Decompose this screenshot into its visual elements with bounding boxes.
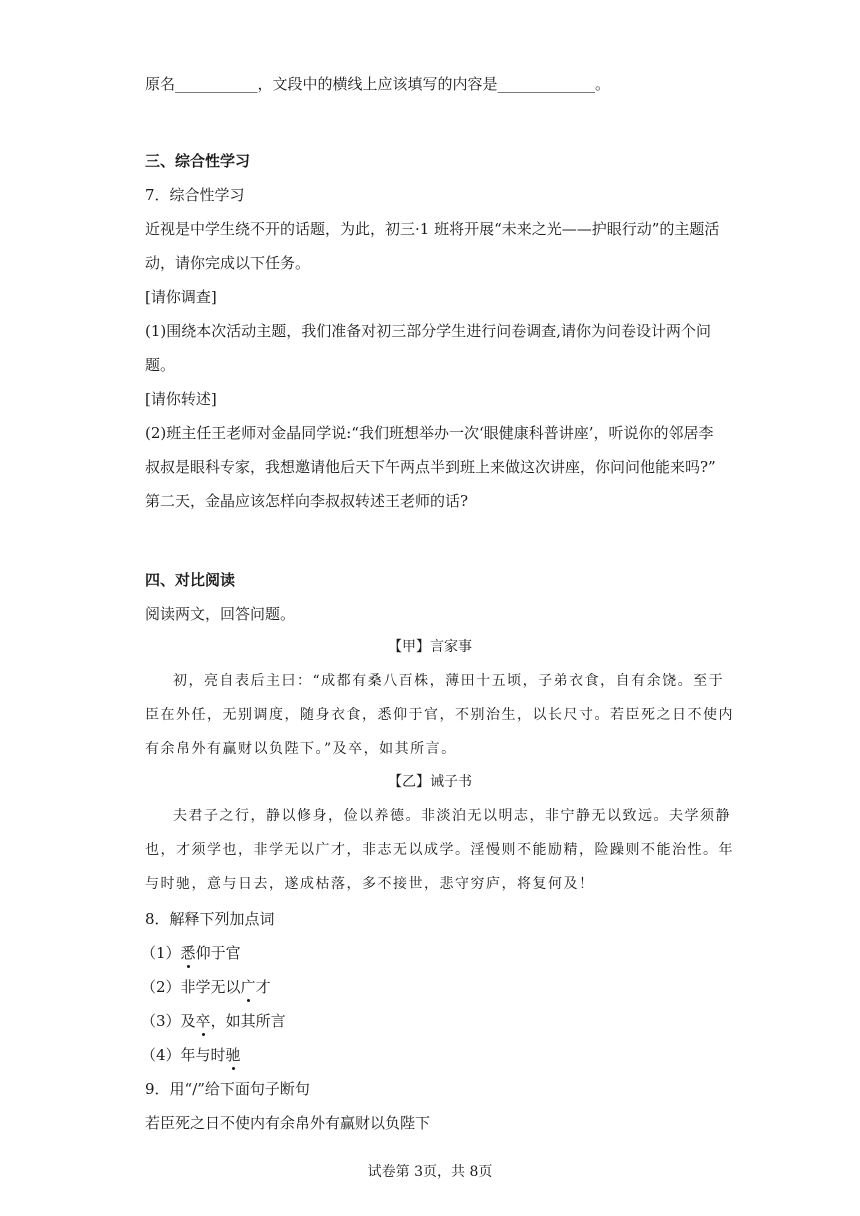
page-footer: 试卷第 3页，共 8页 (367, 1164, 493, 1180)
dotted-word: 卒 (195, 1012, 211, 1030)
dotted-word: 广 (240, 978, 256, 996)
paragraph-line: 动，请你完成以下任务。 (145, 254, 311, 272)
item-prefix: （3）及 (141, 1012, 196, 1030)
section-heading-comparative-reading: 四、对比阅读 (145, 571, 236, 589)
question-8-title: 8．解释下列加点词 (145, 910, 275, 928)
task-2-text: (2)班主任王老师对金晶同学说:“我们班想举办一次‘眼健康科普讲座’，听说你的邻居李 (145, 424, 714, 442)
task-1-text: 题。 (145, 356, 176, 374)
item-prefix: （1） (141, 944, 181, 962)
passage-b-title: 【乙】诫子书 (388, 774, 472, 790)
question-8-item-1 (141, 943, 241, 963)
dotted-word: 悉 (180, 944, 196, 962)
task-2-text: 第二天，金晶应该怎样向李叔叔转述王老师的话? (145, 492, 469, 510)
question-9-title: 9．用“/”给下面句子断句 (145, 1080, 310, 1098)
item-suffix: 才 (255, 978, 271, 996)
question-9-sentence: 若臣死之日不使内有余帛外有赢财以负陛下 (145, 1114, 431, 1132)
reading-instruction: 阅读两文，回答问题。 (145, 605, 296, 623)
task-label-relay: [请你转述] (145, 390, 217, 408)
passage-a-title: 【甲】言家事 (388, 639, 472, 655)
item-suffix: 仰于官 (195, 944, 241, 962)
passage-a-line: 初，亮自表后主曰：“成都有桑八百株，薄田十五顷，子弟衣食，自有余饶。至于 (173, 673, 725, 689)
question-8-item-2 (141, 977, 271, 997)
section-heading-comprehensive-study: 三、综合性学习 (145, 152, 251, 170)
paragraph-line: 近视是中学生绕不开的话题，为此，初三·1 班将开展“未来之光——护眼行动”的主题活 (145, 220, 720, 238)
passage-b-line: 与时驰，意与日去，遂成枯落，多不接世，悲守穷庐，将复何及！ (145, 876, 595, 892)
task-label-survey: [请你调查] (145, 288, 217, 306)
question-7-title: 7．综合性学习 (145, 186, 245, 204)
task-2-text: 叔叔是眼科专家，我想邀请他后天下午两点半到班上来做这次讲座，你问问他能来吗?” (145, 458, 716, 476)
dotted-word: 驰 (225, 1046, 241, 1064)
passage-b-line: 夫君子之行，静以修身，俭以养德。非淡泊无以明志，非宁静无以致远。夫学须静 (173, 808, 731, 824)
task-1-text: (1)围绕本次活动主题，我们准备对初三部分学生进行问卷调查,请你为问卷设计两个问 (145, 322, 712, 340)
fill-in-line: 原名___________，文段中的横线上应该填写的内容是_____________。 (145, 75, 611, 93)
question-8-item-4 (141, 1045, 241, 1065)
item-prefix: （4）年与时 (141, 1046, 226, 1064)
passage-a-line: 有余帛外有赢财以负陛下。”及卒，如其所言。 (145, 741, 457, 757)
item-prefix: （2）非学无以 (141, 978, 241, 996)
passage-b-line: 也，才须学也，非学无以广才，非志无以成学。淫慢则不能励精，险躁则不能治性。年 (145, 842, 734, 858)
passage-a-line: 臣在外任，无别调度，随身衣食，悉仰于官，不别治生，以长尺寸。若臣死之日不使内 (145, 707, 734, 723)
item-suffix: ，如其所言 (210, 1012, 286, 1030)
question-8-item-3 (141, 1011, 286, 1031)
